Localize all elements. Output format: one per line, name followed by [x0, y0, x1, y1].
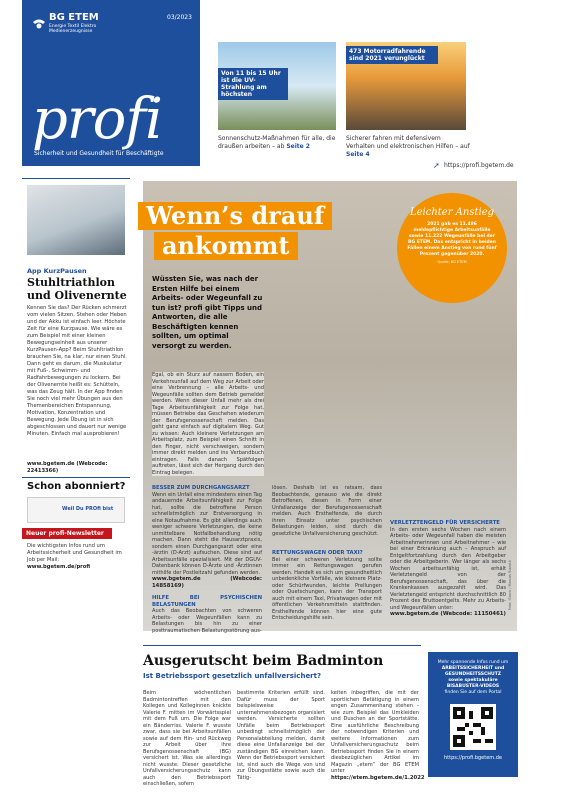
section-2-text: Auch das Beobachten von schweren Arbeits- oder Wegeunfällen kann zu Belastungen bis hin zu einer posttraumatischen Belastungsstörung aus- — [152, 608, 262, 634]
teaser-link-uv[interactable]: Seite 2 — [286, 143, 310, 150]
sidebar-photo — [27, 185, 125, 255]
section-4 — [390, 520, 506, 618]
stat-badge-title: Leichter Anstieg — [409, 207, 495, 218]
section-2-head: HILFE BEI PSYCHISCHEN BELASTUNGEN — [152, 595, 262, 608]
article-col-1: Beim wöchentlichen Badmintontreffen mit den Kollegen und Kolleginnen knickte Valerie F. mitten im Vorwärtsspiel mit dem Fuß um. Die Folge war ein Bänderriss. Valerie F. wusste zwar, dass sie bei Arbeitsunfällen sowie auf dem Hin- und Rückweg zur Arbeit über ihre Berufsgenossenschaft (BG) versichert ist. Was sie allerdings nicht wusste: Dieser gesetzliche Unfallversicherungsschutz kann auch den Betriebssport einschließen, sofern — [143, 690, 231, 787]
article-link[interactable]: https://etem.bgetem.de/1.2022 — [331, 774, 425, 781]
sidebar-body: Kennen Sie das? Der Rücken schmerzt vom vielen Sitzen, Stehen oder Heben und der Akku ist einfach leer. Höchste Zeit für eine Kurzpause. Wie wäre es zum Beispiel mit einer kleinen Bewegungseinheit aus unserer KurzPausen-App? Beim Stuhltriathlon brauchen Sie, na klar, nur einen Stuhl. Dann geht es darum, die Muskulatur mit Fuß-, Schwimm- und Radfahrbewegungen zu lockern. Bei der Olivenernte heißt es: Schütteln, was das Zeug hält. In der App finden Sie noch viel mehr Übungen aus den Themenbereichen Entspannung, Motivation, Konzentration und Bewegung. Jede Übung ist in sich abgeschlossen und dauert nur wenige Minuten. Einfach mal ausprobieren! — [27, 305, 127, 437]
photo-credit: Foto: iStock / Marcos Rizzotti — [508, 560, 512, 611]
brand-sub2: Medienerzeugnisse — [49, 29, 93, 34]
masthead-url[interactable]: https://profi.bgetem.de — [444, 162, 514, 169]
section-1-link[interactable]: www.bgetem.de (Webcode: 14858169) — [152, 576, 262, 589]
brand-sub1: Energie Textil Elektro — [49, 24, 97, 29]
masthead-subtitle: Sicherheit und Gesundheit für Beschäftigte — [34, 150, 164, 157]
teaser-badge-uv: Von 11 bis 15 Uhr ist die UV-Strahlung am höchsten — [218, 68, 288, 100]
section-3 — [272, 550, 382, 622]
sidebar-headline: Stuhltriathlon und Olivenernte — [27, 276, 127, 302]
arrow-link-icon: ➚ — [433, 161, 440, 170]
promo-text-3: sowie spektakuläre BISABUSTER-VIDEOS — [446, 678, 500, 689]
section-2-cont: lösen. Deshalb ist es ratsam, dass Beobachtende, genauso wie die direkt Betroffenen, diesen in Form einer Unfallanzeige der Berufsgenossenschaft melden. Auch Ersthelfende, die durch ihren Einsatz unter psychischen Belastungen leiden, sind durch die gesetzliche Unfallversicherung geschützt. — [272, 485, 382, 537]
sidebar-link[interactable]: www.bgetem.de (Webcode: 22413366) — [27, 461, 108, 474]
headline-2: ankommt — [154, 232, 298, 260]
newsletter-link[interactable]: www.bgetem.de/profi — [27, 564, 91, 570]
sidebar — [22, 178, 130, 590]
article-headline: Ausgerutscht beim Badminton — [143, 653, 384, 669]
section-1-text: Wenn ein Unfall eine mindestens einen Tag andauernde Arbeitsunfähigkeit zur Folge hat, sollte die betroffene Person schnellstmöglich zur Erstversorgung in eine Notaufnahme. Es gibt allerdings auch weniger schwere Verletzungen, die keine unmittelbare Notfallbehandlung nötig machen. Dann steht die Hausarztpraxis, sondern einen Durchgangsarzt oder eine -ärztin (D-Arzt) aufsuchen. Diese sind auf Arbeitsunfälle spezialisiert. Mit der DGUV-Datenbank können D-Ärzte und -Ärztinnen mithilfe der Postleitzahl gefunden werden. — [152, 491, 262, 576]
teaser-link-moto[interactable]: Seite 4 — [346, 151, 370, 158]
section-1-head: BESSER ZUM DURCHGANGSARZT — [152, 485, 250, 491]
section-1 — [152, 485, 262, 589]
newsletter-visual — [27, 497, 125, 523]
newsletter-box-label: Weil Du PROfi bist — [62, 506, 114, 512]
abo-title: Schon abonniert? — [27, 481, 126, 492]
stat-badge-text: 2021 gab es 11.486 meldepflichtige Arbeitsunfälle sowie 11.222 Wegeunfälle bei der BG ETEM. Das entspricht in beiden Fällen einem Anstieg von rund fünf Prozent gegenüber 2020. — [407, 222, 497, 257]
sidebar-app-label: App KurzPausen — [27, 267, 87, 275]
qr-code-icon[interactable] — [450, 704, 496, 750]
section-2 — [152, 595, 262, 634]
section-4-link[interactable]: www.bgetem.de (Webcode: 11150461) — [390, 611, 506, 617]
newsletter-label[interactable]: Neuer profi-Newsletter — [22, 528, 112, 539]
newsletter-text: Die wichtigsten Infos rund um Arbeitssicherheit und Gesundheit im Job per Mail: — [27, 543, 122, 563]
feature-lead: Wüssten Sie, was nach der Ersten Hilfe bei einem Arbeits- oder Wegeunfall zu tun ist? profi gibt Tipps und Antworten, die alle Beschäftigten kennen sollten, um optimal versorgt zu werden. — [152, 275, 263, 350]
section-4-head: VERLETZTENGELD FÜR VERSICHERTE — [390, 520, 500, 526]
masthead-title: profi — [32, 87, 162, 152]
feature-intro: Egal, ob ein Sturz auf nassem Boden, ein Verkehrsunfall auf dem Weg zur Arbeit oder eine Verbrennung – alle Arbeits- und Wegeunfälle sollten dem Betrieb gemeldet werden. Wenn dieser Unfall mehr als drei Tage Arbeitsunfähigkeit zur Folge hat, müssen Betriebe das Geschehen wiederum der Berufsgenossenschaft melden. Das geht ganz einfach auf digitalem Weg. Gut zu wissen: Auch kleinere Verletzungen am Arbeitsplatz, zum Beispiel einen Schnitt in den Finger, nicht verschweigen, sondern immer direkt melden und ins Verbandbuch eintragen. Falls danach Spätfolgen auftreten, lässt sich der Hergang durch den Eintrag belegen. — [152, 372, 264, 476]
brand-name: BG ETEM — [49, 12, 99, 23]
promo-text-1: Mehr spannende Infos rund um — [437, 660, 509, 665]
promo-text-2: ARBEITSSICHERHEIT und GESUNDHEITSSCHUTZ — [441, 666, 505, 677]
teaser-text-moto: Sicherer fahren mit defensivem Verhalten und elektronischen Hilfen – auf Seite 4 — [346, 135, 470, 158]
section-3-text: Bei einer schweren Verletzung sollte immer ein Rettungswagen gerufen werden. Handelt es sich um gesundheitlich unbedenkliche Vorfälle, wie kleinere Platz- oder Schürfwunden, leichte Prellungen oder Quetschungen, kann der Transport auch mit einem Taxi, Privatwagen oder mit öffentlichen Verkehrsmitteln stattfinden. Ersthelfende können hier eine gute Entscheidungshilfe sein. — [272, 556, 382, 621]
bg-etem-logo-icon — [32, 14, 46, 24]
headline-1: Wenn’s drauf — [138, 202, 332, 230]
article-subhead: Ist Betriebssport gesetzlich unfallversichert? — [143, 672, 322, 680]
section-3-head: RETTUNGSWAGEN ODER TAXI? — [272, 550, 363, 556]
stat-badge-source: Quelle: BG ETEM — [437, 260, 467, 264]
teaser-badge-moto: 473 Motorradfahrende sind 2021 verunglückt — [346, 46, 438, 64]
section-4-text: In den ersten sechs Wochen nach einem Arbeits- oder Wegeunfall haben die meisten Arbeitnehmerinnen und Arbeitnehmer – wie bei einer Erkrankung auch – Anspruch auf Entgeltfortzahlung durch den Arbeitgeber oder die Arbeitgeberin. Wer länger als sechs Wochen arbeitsunfähig ist, erhält Verletztengeld von der Berufsgenossenschaft, das über die Krankenkassen ausgezahlt wird. Das Verletztengeld entspricht durchschnittlich 80 Prozent des Bruttoentgelts. Mehr zu Arbeits- und Wegeunfällen unter: — [390, 526, 506, 611]
issue-number: 03/2023 — [167, 14, 192, 21]
masthead — [22, 0, 200, 166]
teaser-text-uv: Sonnenschutz-Maßnahmen für alle, die draußen arbeiten – ab Seite 2 — [218, 135, 336, 150]
article-divider — [143, 645, 421, 646]
article-col-2: bestimmte Kriterien erfüllt sind. Dafür muss der Sport beispielsweise unternehmensbezogen organisiert werden. Versicherte sollten Unfälle beim Betriebssport unbedingt schnellstmöglich der Personalabteilung melden, damit diese eine Unfallanzeige bei der zuständigen BG einreichen kann. Wenn der Betriebssport versichert ist, sind auch die Wege von und zur Übungsstätte sowie auch die Tätig- — [237, 690, 325, 781]
promo-url[interactable]: https://profi.bgetem.de — [443, 755, 502, 761]
sidebar-divider — [22, 477, 130, 478]
article-col-3: keiten inbegriffen, die mit der sportlichen Betätigung in einem engen Zusammenhang stehen – wie zum Beispiel das Umkleiden und Duschen an der Sportstätte. Eine ausführliche Beschreibung der notwendigen Kriterien und weitere Informationen zum Unfallversicherungsschutz beim Betriebssport finden Sie in einem diesbezüglichen Artikel im Magazin „etem“ der BG ETEM unter https://etem.bgetem.de/1.2022 — [331, 690, 425, 781]
promo-text-4: finden Sie auf dem Portal — [444, 690, 502, 695]
promo-box — [428, 652, 518, 777]
stat-badge — [397, 193, 507, 303]
